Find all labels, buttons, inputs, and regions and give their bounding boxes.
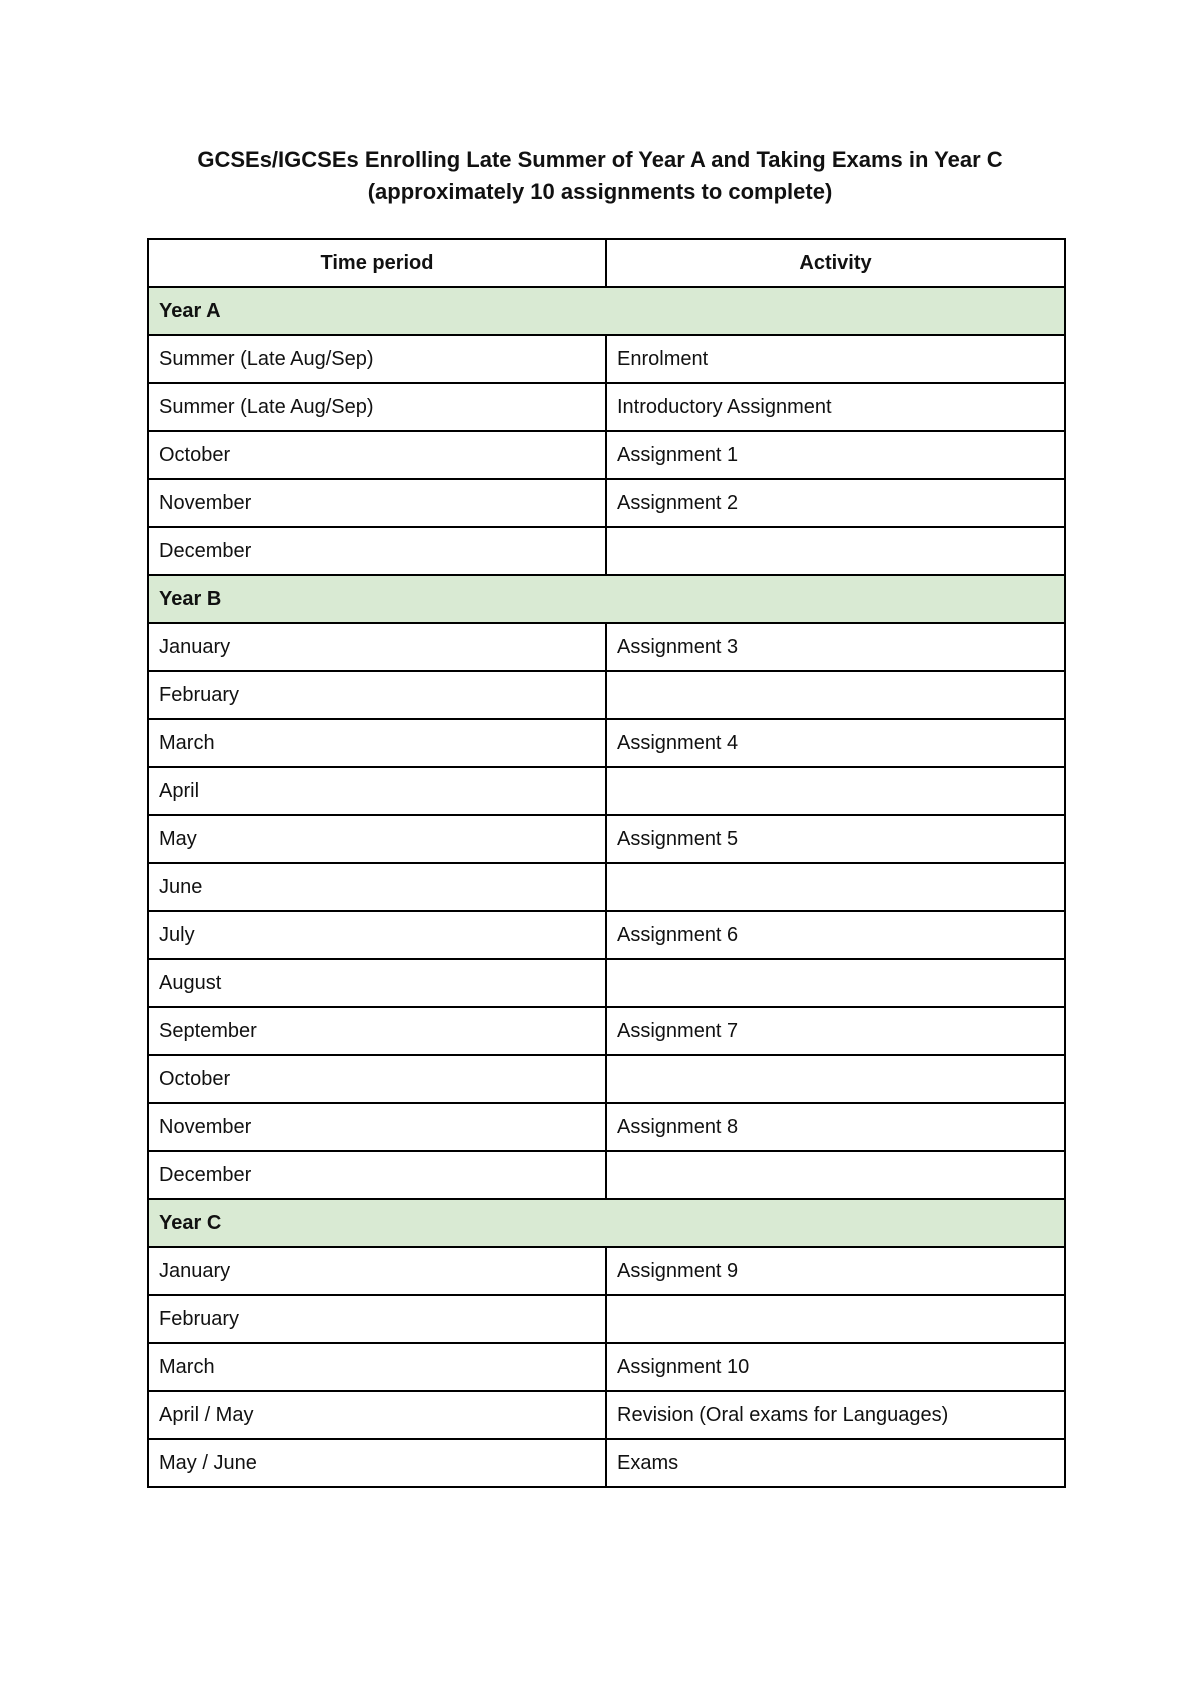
section-row-year-c bbox=[148, 1199, 1065, 1247]
activity-cell: Assignment 6 bbox=[606, 911, 1065, 959]
period-cell: November bbox=[148, 479, 606, 527]
table-row bbox=[148, 1103, 1065, 1151]
activity-cell bbox=[606, 959, 1065, 1007]
activity-cell bbox=[606, 1151, 1065, 1199]
period-cell: December bbox=[148, 527, 606, 575]
period-cell: November bbox=[148, 1103, 606, 1151]
table-row bbox=[148, 335, 1065, 383]
activity-cell: Assignment 4 bbox=[606, 719, 1065, 767]
table-row bbox=[148, 911, 1065, 959]
activity-cell: Exams bbox=[606, 1439, 1065, 1487]
period-cell: December bbox=[148, 1151, 606, 1199]
activity-cell: Assignment 7 bbox=[606, 1007, 1065, 1055]
period-cell: May / June bbox=[148, 1439, 606, 1487]
title-line-1: GCSEs/IGCSEs Enrolling Late Summer of Year A and Taking Exams in Year C bbox=[197, 147, 1003, 172]
period-cell: April bbox=[148, 767, 606, 815]
table-row bbox=[148, 1247, 1065, 1295]
table-row bbox=[148, 863, 1065, 911]
header-activity: Activity bbox=[606, 239, 1065, 287]
period-cell: February bbox=[148, 1295, 606, 1343]
schedule-table bbox=[147, 238, 1066, 1488]
activity-cell bbox=[606, 527, 1065, 575]
activity-cell: Assignment 10 bbox=[606, 1343, 1065, 1391]
period-cell: October bbox=[148, 431, 606, 479]
period-cell: July bbox=[148, 911, 606, 959]
table-row bbox=[148, 767, 1065, 815]
activity-cell: Assignment 5 bbox=[606, 815, 1065, 863]
period-cell: January bbox=[148, 623, 606, 671]
table-row bbox=[148, 1295, 1065, 1343]
activity-cell bbox=[606, 767, 1065, 815]
period-cell: May bbox=[148, 815, 606, 863]
table-row bbox=[148, 383, 1065, 431]
period-cell: August bbox=[148, 959, 606, 1007]
section-row-year-a bbox=[148, 287, 1065, 335]
activity-cell: Assignment 1 bbox=[606, 431, 1065, 479]
table-row bbox=[148, 1391, 1065, 1439]
activity-cell bbox=[606, 1055, 1065, 1103]
period-cell: January bbox=[148, 1247, 606, 1295]
table-row bbox=[148, 431, 1065, 479]
period-cell: Summer (Late Aug/Sep) bbox=[148, 383, 606, 431]
period-cell: October bbox=[148, 1055, 606, 1103]
section-label: Year C bbox=[148, 1199, 1065, 1247]
activity-cell: Assignment 2 bbox=[606, 479, 1065, 527]
table-row bbox=[148, 527, 1065, 575]
activity-cell bbox=[606, 1295, 1065, 1343]
activity-cell: Revision (Oral exams for Languages) bbox=[606, 1391, 1065, 1439]
section-row-year-b bbox=[148, 575, 1065, 623]
table-row bbox=[148, 1439, 1065, 1487]
section-label: Year B bbox=[148, 575, 1065, 623]
header-row bbox=[148, 239, 1065, 287]
title-line-2: (approximately 10 assignments to complete) bbox=[367, 179, 833, 204]
table-row bbox=[148, 671, 1065, 719]
table-row bbox=[148, 623, 1065, 671]
table-row bbox=[148, 959, 1065, 1007]
period-cell: June bbox=[148, 863, 606, 911]
table-row bbox=[148, 1055, 1065, 1103]
activity-cell: Assignment 9 bbox=[606, 1247, 1065, 1295]
activity-cell: Assignment 3 bbox=[606, 623, 1065, 671]
period-cell: March bbox=[148, 719, 606, 767]
period-cell: February bbox=[148, 671, 606, 719]
activity-cell: Assignment 8 bbox=[606, 1103, 1065, 1151]
period-cell: March bbox=[148, 1343, 606, 1391]
period-cell: April / May bbox=[148, 1391, 606, 1439]
table-row bbox=[148, 1007, 1065, 1055]
activity-cell: Introductory Assignment bbox=[606, 383, 1065, 431]
header-time-period: Time period bbox=[148, 239, 606, 287]
table-row bbox=[148, 815, 1065, 863]
period-cell: September bbox=[148, 1007, 606, 1055]
table-row bbox=[148, 1343, 1065, 1391]
table-row bbox=[148, 479, 1065, 527]
page-title bbox=[0, 144, 1200, 208]
table-row bbox=[148, 719, 1065, 767]
table-row bbox=[148, 1151, 1065, 1199]
section-label: Year A bbox=[148, 287, 1065, 335]
activity-cell bbox=[606, 863, 1065, 911]
activity-cell: Enrolment bbox=[606, 335, 1065, 383]
activity-cell bbox=[606, 671, 1065, 719]
period-cell: Summer (Late Aug/Sep) bbox=[148, 335, 606, 383]
